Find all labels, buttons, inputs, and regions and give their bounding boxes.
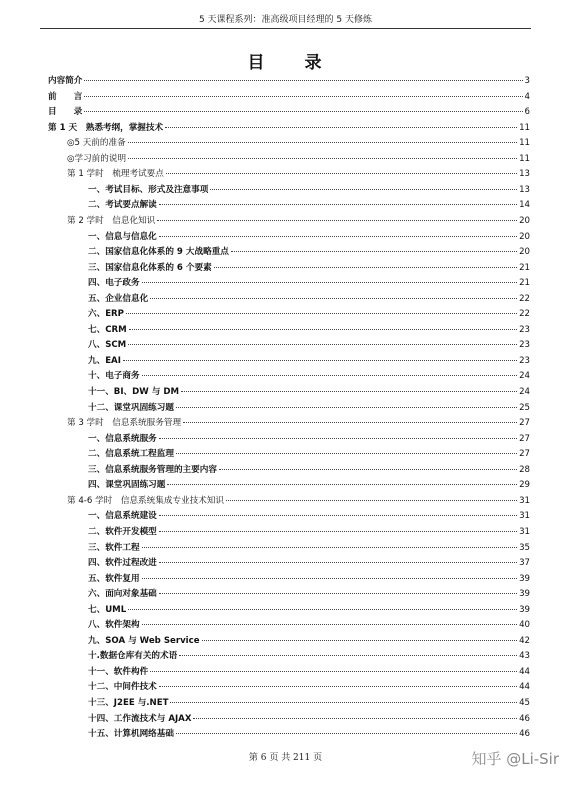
toc-entry-page-number: 42 xyxy=(519,635,530,646)
toc-entry-page-number: 31 xyxy=(519,526,530,537)
dot-leader xyxy=(84,80,522,81)
toc-entry-label: 前 言 xyxy=(48,91,83,102)
toc-entry[interactable] xyxy=(67,416,530,432)
dot-leader xyxy=(176,453,517,454)
toc-entry-page-number: 3 xyxy=(524,76,530,86)
toc-entry[interactable] xyxy=(88,198,530,214)
toc-entry-page-number: 11 xyxy=(519,122,530,133)
toc-entry-label: 九、EAI xyxy=(88,355,121,366)
dot-leader xyxy=(128,142,517,143)
toc-entry[interactable] xyxy=(67,214,530,230)
toc-entry[interactable] xyxy=(67,136,530,152)
toc-entry-page-number: 27 xyxy=(519,433,530,444)
dot-leader xyxy=(150,298,517,299)
toc-entry-label: 三、软件工程 xyxy=(88,542,140,553)
dot-leader xyxy=(170,702,517,703)
toc-entry[interactable] xyxy=(88,307,530,323)
toc-entry[interactable] xyxy=(88,447,530,463)
dot-leader xyxy=(226,500,517,501)
page-title: 目 录 xyxy=(247,53,324,73)
toc-entry-label: 五、企业信息化 xyxy=(88,293,149,304)
toc-entry-label: 十二、中间件技术 xyxy=(88,682,157,693)
toc-entry-label: 八、SCM xyxy=(88,340,127,351)
dot-leader xyxy=(129,329,517,330)
toc-entry-label: 七、CRM xyxy=(88,324,127,335)
toc-entry-page-number: 24 xyxy=(519,387,530,397)
toc-entry-page-number: 21 xyxy=(519,278,530,289)
dot-leader xyxy=(126,313,517,314)
toc-entry-label: 第 3 学时 信息系统服务管理 xyxy=(67,418,182,429)
dot-leader xyxy=(142,375,517,376)
toc-entry[interactable] xyxy=(88,618,530,634)
toc-entry-label: ◎5 天前的准备 xyxy=(67,138,126,149)
toc-entry[interactable] xyxy=(88,712,530,728)
dot-leader xyxy=(179,655,517,656)
watermark: 知乎 @Li-Sir xyxy=(471,750,559,768)
toc-entry[interactable] xyxy=(88,292,530,308)
dot-leader xyxy=(128,344,517,345)
dot-leader xyxy=(193,718,517,719)
toc-entry-label: 十、电子商务 xyxy=(88,371,140,382)
toc-entry-page-number: 20 xyxy=(519,215,530,226)
toc-entry-label: 十一、BI、DW 与 DM xyxy=(88,387,179,397)
toc-entry[interactable] xyxy=(88,541,530,557)
toc-entry-label: 六、ERP xyxy=(88,309,124,320)
toc-entry[interactable] xyxy=(88,338,530,354)
toc-entry-page-number: 25 xyxy=(519,402,530,413)
dot-leader xyxy=(150,671,517,672)
toc-entry-label: ◎学习前的说明 xyxy=(67,153,127,164)
toc-entry-label: 三、国家信息化体系的 6 个要素 xyxy=(88,262,212,273)
dot-leader xyxy=(159,562,517,563)
toc-entry[interactable] xyxy=(88,183,530,199)
toc-entry-page-number: 6 xyxy=(524,107,530,118)
toc-entry[interactable] xyxy=(48,121,530,137)
dot-leader xyxy=(176,407,517,408)
toc-entry-label: 十四、工作流技术与 AJAX xyxy=(88,713,192,724)
dot-leader xyxy=(166,173,517,174)
toc-entry-page-number: 46 xyxy=(519,713,530,724)
toc-entry-page-number: 46 xyxy=(519,729,530,740)
toc-entry-label: 十五、计算机网络基础 xyxy=(88,729,174,740)
toc-entry-page-number: 44 xyxy=(519,682,530,693)
dot-leader xyxy=(157,220,517,221)
toc-entry[interactable] xyxy=(88,665,530,681)
dot-leader xyxy=(123,360,517,361)
page-footer: 第 6 页 共 211 页 xyxy=(248,753,323,763)
toc-entry[interactable] xyxy=(88,680,530,696)
toc-entry[interactable] xyxy=(88,603,530,619)
toc-entry[interactable] xyxy=(88,556,530,572)
toc-entry-page-number: 13 xyxy=(519,169,530,180)
toc-entry-page-number: 43 xyxy=(519,651,530,662)
toc-entry-label: 四、电子政务 xyxy=(88,278,140,289)
toc-entry-page-number: 28 xyxy=(519,464,530,475)
dot-leader xyxy=(167,484,517,485)
toc-entry[interactable] xyxy=(48,105,530,121)
dot-leader xyxy=(159,686,517,687)
toc-entry[interactable] xyxy=(67,167,530,183)
dot-leader xyxy=(176,733,517,734)
toc-entry-label: 第 2 学时 信息化知识 xyxy=(67,215,156,226)
toc-entry[interactable] xyxy=(48,90,530,106)
dot-leader xyxy=(231,251,517,252)
toc-entry-page-number: 27 xyxy=(519,418,530,429)
dot-leader xyxy=(142,547,517,548)
toc-entry-page-number: 23 xyxy=(519,355,530,366)
toc-entry[interactable] xyxy=(67,152,530,168)
toc-entry-page-number: 31 xyxy=(519,511,530,522)
dot-leader xyxy=(165,127,517,128)
toc-entry-label: 十.数据仓库有关的术语 xyxy=(88,651,178,662)
toc-entry-page-number: 20 xyxy=(519,231,530,242)
toc-entry-label: 第 1 天 熟悉考纲，掌握技术 xyxy=(48,122,164,133)
dot-leader xyxy=(202,640,518,641)
toc-entry-label: 六、面向对象基础 xyxy=(88,589,157,600)
toc-entry-label: 三、信息系统服务管理的主要内容 xyxy=(88,464,217,475)
toc-entry-label: 七、UML xyxy=(88,604,127,615)
dot-leader xyxy=(159,593,517,594)
toc-entry-page-number: 22 xyxy=(519,309,530,320)
toc-entry-page-number: 31 xyxy=(519,495,530,506)
toc-entry-page-number: 45 xyxy=(519,698,530,708)
toc-entry[interactable] xyxy=(48,74,530,90)
toc-entry[interactable] xyxy=(88,432,530,448)
dot-leader xyxy=(219,469,517,470)
dot-leader xyxy=(128,158,517,159)
toc-entry-label: 第 4-6 学时 信息系统集成专业技术知识 xyxy=(67,495,225,506)
toc-entry[interactable] xyxy=(88,261,530,277)
dot-leader xyxy=(159,438,517,439)
toc-entry-label: 一、信息与信息化 xyxy=(88,231,157,242)
toc-entry[interactable] xyxy=(88,245,530,261)
toc-entry-label: 内容简介 xyxy=(48,76,83,86)
toc-entry-page-number: 22 xyxy=(519,293,530,304)
toc-entry-page-number: 13 xyxy=(519,184,530,195)
running-header: 5 天课程系列：准高级项目经理的 5 天修炼 xyxy=(40,12,531,29)
dot-leader xyxy=(142,282,517,283)
toc-entry-page-number: 11 xyxy=(519,138,530,149)
dot-leader xyxy=(183,422,517,423)
toc-entry-label: 十一、软件构件 xyxy=(88,666,149,677)
toc-entry-page-number: 4 xyxy=(524,91,530,102)
toc-entry[interactable] xyxy=(88,401,530,417)
toc-entry[interactable] xyxy=(88,230,530,246)
toc-entry-label: 四、课堂巩固练习题 xyxy=(88,480,166,491)
toc-entry-label: 五、软件复用 xyxy=(88,573,140,584)
dot-leader xyxy=(84,96,522,97)
toc-entry-page-number: 27 xyxy=(519,449,530,460)
toc-entry-label: 二、信息系统工程监理 xyxy=(88,449,174,460)
toc-entry-page-number: 23 xyxy=(519,324,530,335)
toc-entry-label: 八、软件架构 xyxy=(88,620,140,631)
dot-leader xyxy=(210,189,517,190)
toc-entry[interactable] xyxy=(88,572,530,588)
toc-entry-label: 十二、课堂巩固练习题 xyxy=(88,402,174,413)
toc-entry[interactable] xyxy=(88,727,530,743)
toc-entry-page-number: 40 xyxy=(519,620,530,631)
toc-entry-label: 十三、J2EE 与.NET xyxy=(88,698,169,708)
toc-entry-label: 一、信息系统服务 xyxy=(88,433,157,444)
dot-leader xyxy=(181,391,517,392)
dot-leader xyxy=(214,267,517,268)
dot-leader xyxy=(159,531,517,532)
toc-entry[interactable] xyxy=(88,323,530,339)
toc-entry-label: 一、信息系统建设 xyxy=(88,511,157,522)
dot-leader xyxy=(159,236,517,237)
toc-entry-label: 二、考试要点解读 xyxy=(88,200,157,211)
dot-leader xyxy=(142,578,517,579)
toc-entry[interactable] xyxy=(88,649,530,665)
toc-entry-page-number: 21 xyxy=(519,262,530,273)
toc-entry[interactable] xyxy=(88,478,530,494)
dot-leader xyxy=(159,204,517,205)
toc-entry-page-number: 39 xyxy=(519,604,530,615)
toc-entry[interactable] xyxy=(88,369,530,385)
toc-entry-page-number: 44 xyxy=(519,666,530,677)
toc-entry[interactable] xyxy=(88,354,530,370)
toc-entry[interactable] xyxy=(88,385,530,401)
toc-entry-page-number: 37 xyxy=(519,558,530,569)
toc-entry-page-number: 35 xyxy=(519,542,530,553)
toc-entry-page-number: 14 xyxy=(519,200,530,211)
toc-entry[interactable] xyxy=(88,276,530,292)
toc-entry[interactable] xyxy=(88,525,530,541)
toc-entry-page-number: 24 xyxy=(519,371,530,382)
toc-entry[interactable] xyxy=(88,463,530,479)
toc-entry[interactable] xyxy=(88,587,530,603)
toc-entry-page-number: 39 xyxy=(519,589,530,600)
toc-entry[interactable] xyxy=(88,696,530,712)
toc-entry-label: 二、软件开发模型 xyxy=(88,526,157,537)
toc-entry-page-number: 11 xyxy=(519,153,530,164)
toc-entry-page-number: 20 xyxy=(519,247,530,258)
toc-entry-label: 四、软件过程改进 xyxy=(88,558,157,569)
toc-entry-page-number: 39 xyxy=(519,573,530,584)
toc-entry-label: 九、SOA 与 Web Service xyxy=(88,635,200,646)
toc-entry-page-number: 23 xyxy=(519,340,530,351)
toc-entry[interactable] xyxy=(88,634,530,650)
toc-entry-label: 目 录 xyxy=(48,107,83,118)
dot-leader xyxy=(159,515,517,516)
toc-entry[interactable] xyxy=(88,509,530,525)
toc-entry[interactable] xyxy=(67,494,530,510)
dot-leader xyxy=(84,111,522,112)
dot-leader xyxy=(142,624,517,625)
toc-entry-label: 二、国家信息化体系的 9 大战略重点 xyxy=(88,247,229,258)
dot-leader xyxy=(128,609,517,610)
toc-entry-page-number: 29 xyxy=(519,480,530,491)
toc-entry-label: 第 1 学时 梳理考试要点 xyxy=(67,169,164,180)
toc-entry-label: 一、考试目标、形式及注意事项 xyxy=(88,184,209,195)
